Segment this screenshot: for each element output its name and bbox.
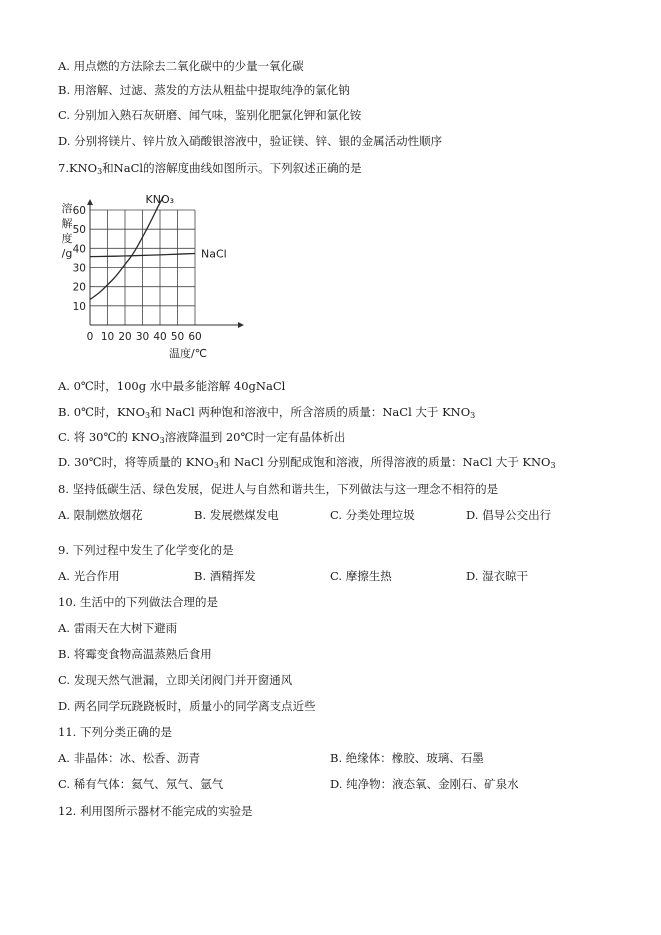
q10-option-d: D. 两名同学玩跷跷板时，质量小的同学离支点近些 (58, 699, 316, 713)
q10-option-a: A. 雷雨天在大树下避雨 (58, 621, 178, 635)
chart-axes (90, 200, 243, 325)
y-label-char: /g (61, 247, 73, 260)
chart-series (90, 193, 227, 300)
q9-option-a: A. 光合作用 (58, 569, 120, 583)
q11-option-a: A. 非晶体：冰、松香、沥青 (58, 751, 201, 765)
y-label-char: 溶 (61, 202, 73, 215)
q9-option-d: D. 湿衣晾干 (466, 569, 529, 583)
series-label-kno3: KNO₃ (145, 193, 175, 206)
q7-option-d: D. 30℃时，将等质量的 $KNO_3$和 NaCl 分别配成饱和溶液，所得溶液的质量：NaCl 大于 $KNO_3$ (58, 455, 556, 470)
y-tick-50: 50 (72, 224, 86, 237)
q7-option-b: B. 0℃时，$KNO_3$和 NaCl 两种饱和溶液中，所含溶质的质量：NaCl 大于 $KNO_3$ (58, 405, 476, 420)
q11-option-d: D. 纯净物：液态氧、金刚石、矿泉水 (330, 777, 519, 791)
q8-stem: 8. 坚持低碳生活、绿色发展，促进人与自然和谐共生，下列做法与这一理念不相符的是 (58, 482, 499, 496)
q7-option-a: A. 0℃时，100g 水中最多能溶解 40gNaCl (58, 379, 286, 393)
q6-option-a: A. 用点燃的方法除去二氧化碳中的少量一氧化碳 (58, 59, 304, 73)
q7-number: 7. (58, 161, 69, 175)
q10-option-c: C. 发现天然气泄漏，立即关闭阀门并开窗通风 (58, 673, 293, 687)
y-tick-40: 40 (72, 243, 86, 256)
y-tick-30: 30 (72, 262, 86, 275)
y-tick-20: 20 (72, 281, 86, 294)
q11-option-b: B. 绝缘体：橡胶、玻璃、石墨 (330, 751, 484, 765)
x-axis-label: 温度/℃ (169, 347, 208, 360)
q7-stem: $7.KNO_3$和NaCl的溶解度曲线如图所示。下列叙述正确的是 (58, 161, 362, 176)
q9-option-b: B. 酒精挥发 (194, 569, 256, 583)
kno3-formula: $KNO_3$ (68, 161, 103, 176)
x-tick-20: 20 (118, 331, 132, 343)
q11-option-c: C. 稀有气体：氦气、氖气、氩气 (58, 777, 224, 791)
y-tick-labels (73, 205, 86, 313)
q9-option-c: C. 摩擦生热 (330, 569, 392, 583)
q12-stem: 12. 利用图所示器材不能完成的实验是 (58, 804, 253, 818)
x-tick-30: 30 (135, 331, 150, 343)
q11-stem: 11. 下列分类正确的是 (58, 725, 172, 739)
y-tick-10: 10 (72, 300, 86, 313)
q6-option-c: C. 分别加入熟石灰研磨、闻气味，鉴别化肥氯化钾和氯化铵 (58, 108, 362, 122)
chart-grid (90, 210, 195, 325)
x-tick-50: 50 (170, 331, 185, 343)
y-tick-60: 60 (72, 205, 86, 217)
x-tick-labels (87, 331, 202, 343)
q10-stem: 10. 生活中的下列做法合理的是 (58, 595, 218, 609)
q10-option-b: B. 将霉变食物高温蒸熟后食用 (58, 647, 212, 661)
q8-option-a: A. 限制燃放烟花 (58, 508, 143, 522)
y-label-char: 度 (61, 232, 73, 245)
q6-option-d: D. 分别将镁片、锌片放入硝酸银溶液中，验证镁、锌、银的金属活动性顺序 (58, 134, 443, 148)
x-tick-40: 40 (153, 331, 167, 343)
x-tick-10: 10 (100, 331, 115, 343)
q8-option-b: B. 发展燃煤发电 (194, 508, 279, 522)
y-label-char: 解 (61, 217, 73, 230)
x-tick-60: 60 (188, 331, 202, 343)
q6-option-b: B. 用溶解、过滤、蒸发的方法从粗盐中提取纯净的氯化钠 (58, 83, 350, 97)
solubility-chart (55, 188, 255, 366)
y-axis-label (62, 201, 73, 260)
q9-stem: 9. 下列过程中发生了化学变化的是 (58, 543, 234, 557)
q7-option-c: C. 将 30℃的 $KNO_3$溶液降温到 20℃时一定有晶体析出 (58, 430, 346, 445)
x-tick-0: 0 (86, 331, 94, 343)
series-label-nacl: NaCl (201, 247, 227, 261)
q8-option-d: D. 倡导公交出行 (466, 508, 552, 522)
q8-option-c: C. 分类处理垃圾 (330, 508, 415, 522)
